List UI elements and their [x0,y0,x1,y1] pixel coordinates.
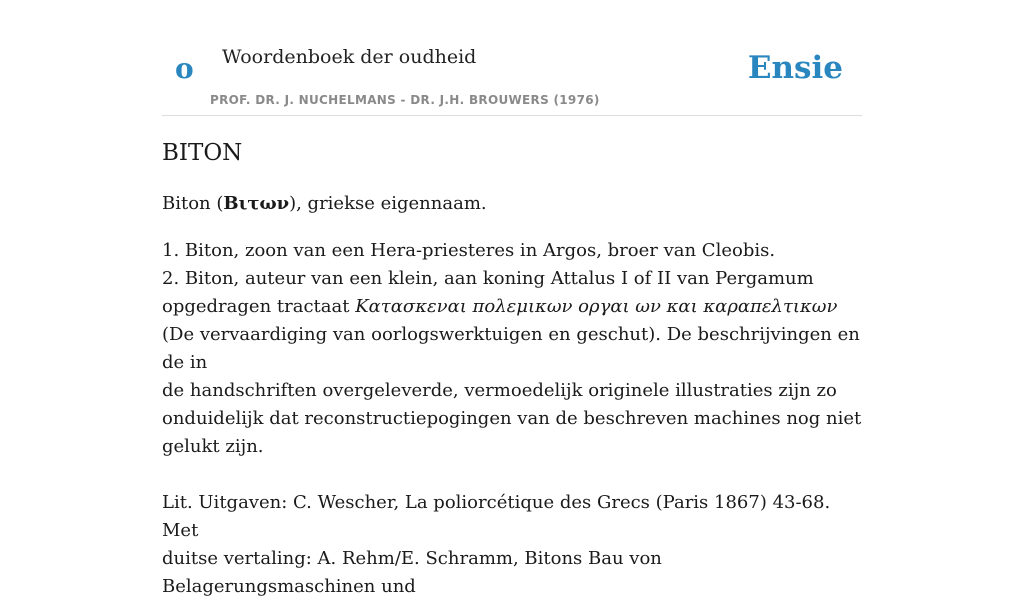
page [162,0,862,597]
intro-suffix: ), griekse eigennaam. [289,193,487,214]
dictionary-logo-icon[interactable]: o [175,52,194,85]
dictionary-authors: PROF. DR. J. NUCHELMANS - DR. J.H. BROUWERS (1976) [210,93,600,107]
item2-pre-greek: opgedragen tractaat [162,296,356,317]
entry-item-2-line-6: gelukt zijn. [162,436,264,457]
entry-item-2-line-2 [162,293,862,321]
entry-items [162,237,862,461]
entry-item-2-line-1: 2. Biton, auteur van een klein, aan koning Attalus I of II van Pergamum [162,268,814,289]
entry-intro [162,190,862,218]
literature-line-1: Lit. Uitgaven: C. Wescher, La poliorcétique des Grecs (Paris 1867) 43-68. Met [162,492,831,541]
entry-headword: BITON [162,140,243,166]
ensie-logo[interactable]: Ensie [747,50,843,86]
item2-greek-title: Κατασκεναι πολεμικων οργαι ων και καραπελτικων [355,296,838,317]
literature-line-2: duitse vertaling: A. Rehm/E. Schramm, Bitons Bau von Belagerungsmaschinen und [162,548,662,597]
intro-greek-name: Βιτων [223,193,290,214]
entry-item-2-line-4: de handschriften overgeleverde, vermoedelijk originele illustraties zijn zo [162,380,837,401]
entry-item-2-line-3: (De vervaardiging van oorlogswerktuigen en geschut). De beschrijvingen en de in [162,324,860,373]
dictionary-title[interactable]: Woordenboek der oudheid [222,46,477,68]
entry-item-2-line-5: onduidelijk dat reconstructiepogingen van de beschreven machines nog niet [162,408,862,429]
entry-item-1: 1. Biton, zoon van een Hera-priesteres in Argos, broer van Cleobis. [162,240,776,261]
site-header [162,0,862,116]
entry-body [162,190,862,601]
entry-literature [162,489,862,601]
intro-prefix: Biton ( [162,193,224,214]
